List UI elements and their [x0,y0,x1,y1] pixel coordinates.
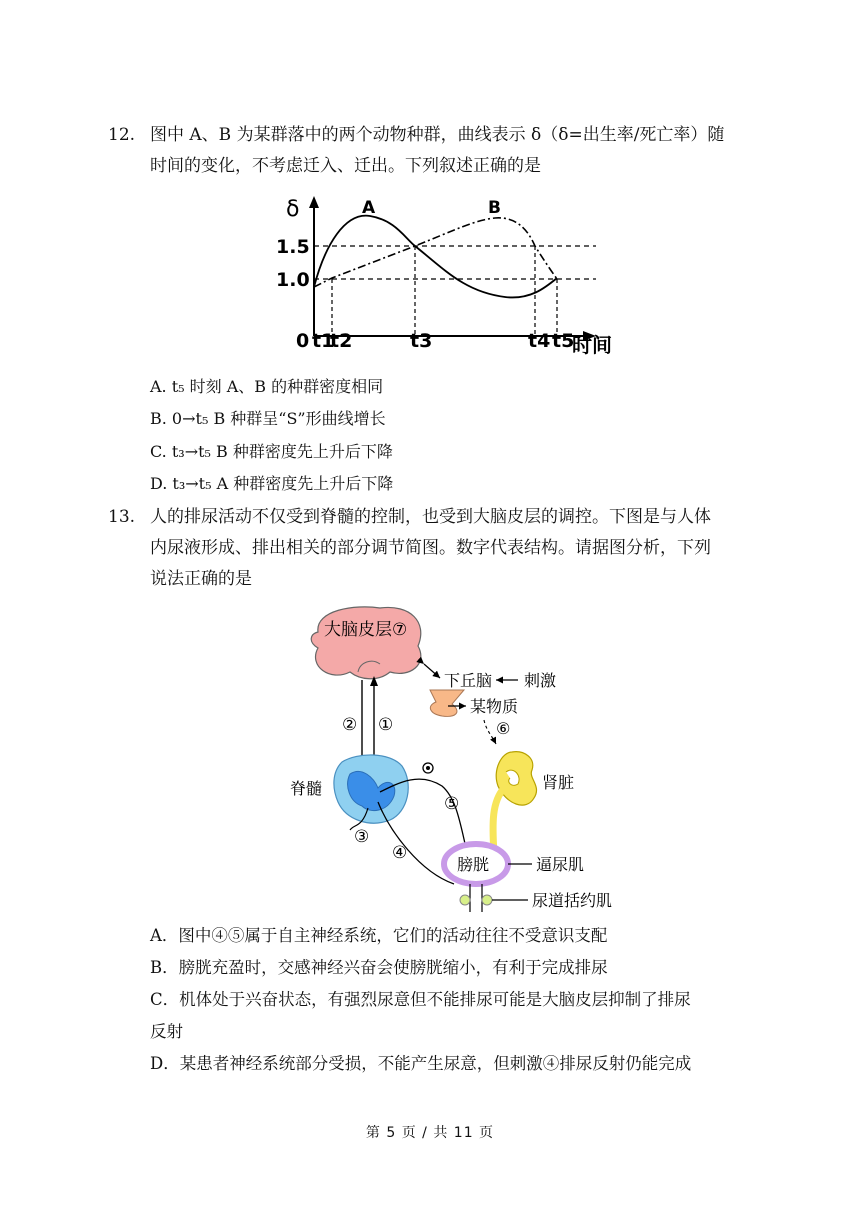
y-axis-arrow [309,196,319,208]
hormone-path-arrow [484,720,496,744]
sphincter-label: 尿道括约肌 [532,891,613,910]
bladder-label: 膀胱 [457,855,490,874]
y-axis-label: δ [286,197,300,222]
delta-time-graph [270,190,630,362]
structure-5-label: ⑤ [444,794,460,814]
hypothalamus-label: 下丘脑 [444,671,493,690]
option-d[interactable]: D．某患者神经系统部分受损，不能产生尿意，但刺激④排尿反射仍能完成 [150,1054,692,1073]
question-stem-line: 时间的变化，不考虑迁入、迁出。下列叙述正确的是 [150,156,541,176]
urethra [470,884,482,912]
tick-label-1-5: 1.5 [276,236,310,258]
spinal-cord-label: 脊髓 [290,779,323,798]
x-tick-t1: t1 [312,330,335,352]
question-13 [108,502,758,598]
curve-b [314,218,557,287]
option-c[interactable]: C. t₃→t₅ B 种群密度先上升后下降 [150,442,393,461]
option-c[interactable]: C．机体处于兴奋状态，有强烈尿意但不能排尿可能是大脑皮层抑制了排尿 [150,990,691,1009]
cortex-hypothalamus-arrow [424,664,440,678]
pituitary-gland [430,690,464,716]
x-tick-t3: t3 [410,330,433,352]
question-stem-line: 内尿液形成、排出相关的部分调节简图。数字代表结构。请据图分析，下列 [150,538,711,558]
curve-a [314,216,557,298]
question-stem-line: 说法正确的是 [150,569,252,589]
option-d[interactable]: D. t₃→t₅ A 种群密度先上升后下降 [150,474,394,493]
option-a[interactable]: A．图中④⑤属于自主神经系统，它们的活动往往不受意识支配 [150,926,608,945]
ganglion-core [426,766,430,770]
structure-6-label: ⑥ [496,719,511,738]
x-tick-t2: t2 [330,330,353,352]
page-footer: 第 5 页 / 共 11 页 [365,1125,495,1141]
cortex-label: 大脑皮层⑦ [324,620,408,640]
origin-label: 0 [296,330,310,352]
structure-1-label: ① [378,715,394,735]
option-b[interactable]: B. 0→t₅ B 种群呈“S”形曲线增长 [150,409,386,428]
x-tick-t4: t4 [528,330,551,352]
option-c-continued[interactable]: 反射 [150,1022,183,1041]
x-tick-t5: t5 [552,330,575,352]
cerebral-cortex [311,607,421,679]
question-number: 12. [108,125,136,145]
structure-2-label: ② [342,715,358,735]
kidney-label: 肾脏 [542,773,575,792]
structure-4-label: ④ [392,843,408,863]
structure-3-label: ③ [354,827,370,847]
curve-a-label: A [362,198,376,218]
ureter [493,788,504,854]
question-number: 13. [108,507,136,527]
sphincter-left [460,895,470,905]
detrusor-label: 逼尿肌 [536,855,585,874]
stimulus-label: 刺激 [524,671,557,690]
substance-label: 某物质 [470,697,519,716]
option-a[interactable]: A. t₅ 时刻 A、B 的种群密度相同 [150,377,384,396]
question-stem-line: 人的排尿活动不仅受到脊髓的控制，也受到大脑皮层的调控。下图是与人体 [150,507,711,527]
question-12 [108,120,758,184]
option-b[interactable]: B．膀胱充盈时，交感神经兴奋会使膀胱缩小，有利于完成排尿 [150,958,608,977]
urination-regulation-diagram [270,602,650,914]
tick-label-1-0: 1.0 [276,269,310,291]
sphincter-right [482,895,492,905]
curve-b-label: B [488,198,501,218]
x-axis-label: 时间 [572,333,612,357]
question-stem-line: 图中 A、B 为某群落中的两个动物种群，曲线表示 δ（δ=出生率/死亡率）随 [150,125,725,145]
